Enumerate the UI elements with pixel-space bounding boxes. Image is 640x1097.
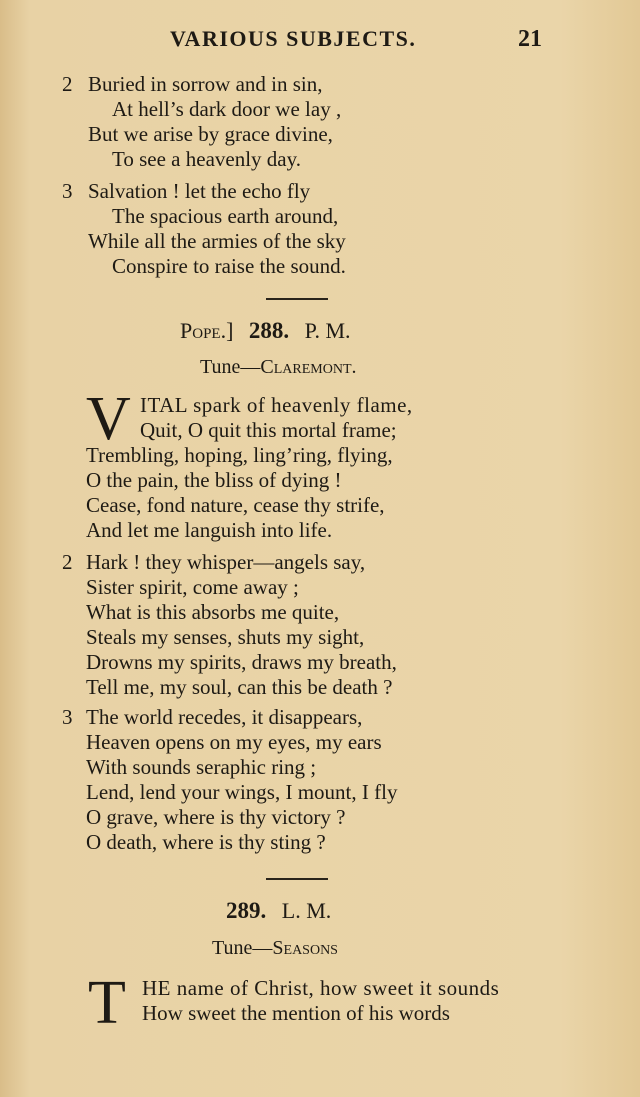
stanza-number: 2 — [62, 72, 73, 96]
tune-prefix: Tune— — [200, 356, 261, 378]
verse-line: HE name of Christ, how sweet it sounds — [142, 976, 500, 1000]
verse-line: Buried in sorrow and in sin, — [88, 72, 323, 96]
verse-line: Heaven opens on my eyes, my ears — [86, 730, 382, 754]
verse-line: Lend, lend your wings, I mount, I fly — [86, 780, 398, 804]
hymn-number: 288. — [248, 318, 290, 343]
verse-line: Quit, O quit this mortal frame; — [140, 418, 397, 442]
verse-line: The spacious earth around, — [112, 204, 339, 228]
verse-line: Trembling, hoping, ling’ring, flying, — [86, 443, 393, 467]
tune-name: Seasons — [272, 937, 338, 959]
verse-line: Salvation ! let the echo fly — [88, 179, 311, 203]
hymn-288-header — [180, 318, 351, 344]
section-divider — [266, 878, 328, 880]
verse-line: Cease, fond nature, cease thy strife, — [86, 493, 385, 517]
verse-line: Tell me, my soul, can this be death ? — [86, 675, 393, 699]
verse-line: Conspire to raise the sound. — [112, 254, 346, 278]
verse-line: What is this absorbs me quite, — [86, 600, 340, 624]
section-divider — [266, 298, 328, 300]
hymn-288-tune — [200, 356, 357, 379]
verse-line: While all the armies of the sky — [88, 229, 346, 253]
verse-line: Drowns my spirits, draws my breath, — [86, 650, 397, 674]
verse-line: ITAL spark of heavenly flame, — [140, 393, 413, 417]
verse-line: How sweet the mention of his words — [142, 1001, 450, 1025]
drop-cap: T — [88, 969, 126, 1037]
running-head: VARIOUS SUBJECTS. — [170, 26, 417, 51]
hymn-number: 289. — [226, 898, 267, 923]
verse-line: O the pain, the bliss of dying ! — [86, 468, 342, 492]
verse-line: Steals my senses, shuts my sight, — [86, 625, 365, 649]
hymn-289-tune — [212, 937, 338, 960]
verse-line: But we arise by grace divine, — [88, 122, 333, 146]
verse-line: And let me languish into life. — [86, 518, 333, 542]
tune-prefix: Tune— — [212, 937, 273, 959]
stanza-number: 2 — [62, 550, 73, 574]
verse-line: To see a heavenly day. — [112, 147, 301, 171]
stanza-number: 3 — [62, 179, 73, 203]
drop-cap: V — [86, 385, 131, 453]
page-number: 21 — [518, 26, 542, 52]
verse-line: At hell’s dark door we lay , — [112, 97, 342, 121]
verse-line: O grave, where is thy victory ? — [86, 805, 346, 829]
hymn-meter: P. M. — [304, 318, 351, 343]
verse-line: The world recedes, it disappears, — [86, 705, 363, 729]
hymn-meter: L. M. — [281, 898, 332, 923]
verse-line: With sounds seraphic ring ; — [86, 755, 317, 779]
tune-name: Claremont. — [260, 356, 357, 378]
hymn-289-header — [226, 898, 331, 924]
verse-line: O death, where is thy sting ? — [86, 830, 326, 854]
verse-line: Hark ! they whisper—angels say, — [86, 550, 366, 574]
stanza-number: 3 — [62, 705, 73, 729]
hymn-author: Pope.] — [180, 318, 234, 343]
verse-line: Sister spirit, come away ; — [86, 575, 299, 599]
